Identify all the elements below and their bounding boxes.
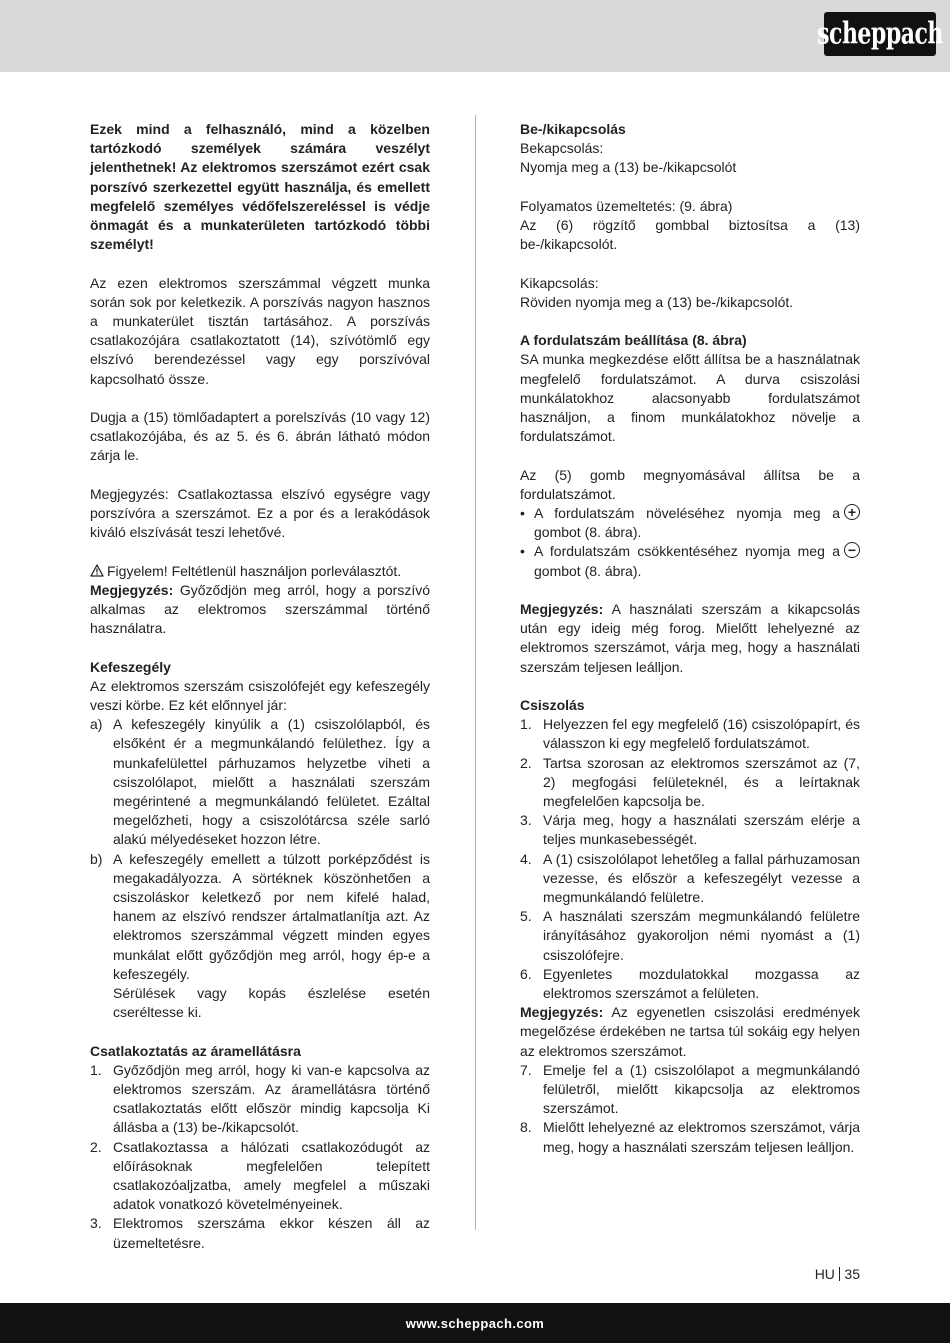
footer-url-link[interactable]: www.scheppach.com	[405, 1315, 545, 1331]
left-column	[90, 120, 430, 1253]
list-text: Győződjön meg arról, hogy ki van-e kapcsolva az elektromos szerszám. Az áramellátásra történő csatlakoztatás előtt először mindig kapcsolja Ki állásba a (13) be-/kikapcsolót.	[113, 1061, 430, 1136]
list-item	[520, 907, 860, 965]
onoff-section-title: Be-/kikapcsolás	[520, 121, 626, 137]
list-marker: 1.	[520, 716, 532, 733]
list-marker: 2.	[90, 1138, 102, 1155]
continuous-operation-label: Folyamatos üzemeltetés: (9. ábra)	[520, 197, 733, 214]
list-text: Mielőtt lehelyezné az elektromos szerszámot, várja meg, hogy a használati szerszám teljesen leálljon.	[543, 1119, 860, 1155]
list-item	[520, 1061, 860, 1119]
list-item	[520, 715, 860, 753]
minus-circle-icon: −	[844, 542, 860, 558]
bullet-text: A fordulatszám csökkentéséhez nyomja meg a gombot (8. ábra).	[534, 543, 840, 579]
plus-circle-icon: +	[844, 504, 860, 520]
speed-paragraph: SA munka megkezdése előtt állítsa be a használatnak megfelelő fordulatszámot. A durva csiszolási munkálatokhoz alacsonyabb fordulatszámot használjon, a finom munkálatokhoz növelje a fordulatszámot.	[520, 351, 860, 445]
list-item	[520, 1118, 860, 1156]
list-marker: 3.	[90, 1215, 102, 1232]
footer-bar	[0, 1303, 950, 1343]
list-text: A (1) csiszolólapot lehetőleg a fallal párhuzamosan vezesse, és először a kefeszegélyt vezesse a megmunkálandó felületre.	[543, 850, 860, 906]
vacuum-suitability-note	[90, 581, 430, 639]
list-item	[520, 811, 860, 849]
list-text: Várja meg, hogy a használati szerszám elérje a teljes munkasebességét.	[543, 812, 860, 848]
header-bar	[0, 0, 950, 72]
speed-button-paragraph: Az (5) gomb megnyomásával állítsa be a fordulatszámot.	[520, 466, 860, 502]
switch-off-text: Röviden nyomja meg a (13) be-/kikapcsolót.	[520, 293, 794, 310]
rundown-note	[520, 600, 860, 677]
switch-off-label: Kikapcsolás:	[520, 274, 599, 291]
list-item	[90, 1061, 430, 1138]
list-text: Egyenletes mozdulatokkal mozgassa az elektromos szerszámot a felületen.	[543, 965, 860, 1002]
list-marker: a)	[90, 716, 103, 733]
vacuum-note-paragraph: Megjegyzés: Csatlakoztassa elszívó egységre vagy porszívóra a szerszámot. Ez a por és a lerakódások kiváló elszívását teszi lehetővé.	[90, 485, 430, 541]
note-label: Megjegyzés:	[520, 1004, 604, 1021]
list-marker: 2.	[520, 754, 532, 771]
list-marker: 4.	[520, 850, 532, 867]
dust-extraction-paragraph: Az ezen elektromos szerszámmal végzett munka során sok por keletkezik. A porszívás nagyon hasznos a munkaterület tisztán tartásához. A porszívás csatlakozójára csatlakoztatott (14), szívótömlő egy elszívó berendezéssel vagy egy porszívóval kapcsolható össze.	[90, 274, 430, 387]
power-section-title: Csatlakoztatás az áramellátásra	[90, 1042, 301, 1059]
list-text: Emelje fel a (1) csiszolólapot a megmunkálandó felületről, mielőtt kikapcsolja az elektromos szerszámot.	[543, 1061, 860, 1117]
right-column	[520, 120, 860, 1157]
list-marker: 8.	[520, 1119, 532, 1136]
speed-section-title: A fordulatszám beállítása (8. ábra)	[520, 332, 747, 349]
hose-adapter-paragraph: Dugja a (15) tömlőadaptert a porelszívás (10 vagy 12) csatlakozójába, és az 5. és 6. ábrán látható módon zárja le.	[90, 409, 430, 464]
page-number	[800, 1266, 860, 1282]
attention-line	[90, 562, 430, 581]
list-text-main: A kefeszegély emellett a túlzott porképződést is megakadályozza. A sörtéknek köszönhetően a csiszoláskor keletkező por nem kifelé halad, hanem az elszívó rendszer ártalmatlanítja azt. Az elektromos szerszámmal végzett minden egyes munkálat előtt győződjön meg arról, hogy ép-e a kefeszegély.	[113, 850, 430, 982]
note-text: A használati szerszám a kikapcsolás után egy ideig még forog. Mielőtt lehelyezné az elektromos szerszámot, várja meg, hogy a használati szerszám teljesen leálljon.	[520, 601, 860, 675]
list-item	[90, 715, 430, 849]
list-text-extra: Sérülések vagy kopás észlelése esetén cseréltesse ki.	[113, 985, 430, 1021]
warning-triangle-icon	[90, 564, 104, 577]
attention-text: Figyelem! Feltétlenül használjon porleválasztót.	[107, 562, 402, 579]
list-text: Elektromos szerszáma ekkor készen áll az üzemeltetésre.	[113, 1215, 430, 1251]
bullet-marker: •	[520, 505, 525, 521]
page-number-value: 35	[844, 1266, 860, 1282]
list-marker: 3.	[520, 812, 532, 829]
note-label: Megjegyzés:	[90, 581, 174, 598]
bullet-item	[520, 542, 860, 580]
list-item	[520, 965, 860, 1003]
list-marker: 5.	[520, 908, 532, 925]
sanding-note	[520, 1003, 860, 1061]
list-item	[90, 850, 430, 1023]
list-marker: b)	[90, 850, 103, 867]
sanding-section-title: Csiszolás	[520, 697, 585, 713]
brush-intro: Az elektromos szerszám csiszolófejét egy kefeszegély veszi körbe. Ez két előnnyel jár:	[90, 677, 430, 714]
list-text: Helyezzen fel egy megfelelő (16) csiszolópapírt, és válasszon ki egy megfelelő fordulatszámot.	[543, 716, 860, 752]
list-marker: 1.	[90, 1061, 102, 1078]
brand-logo[interactable]	[817, 12, 943, 56]
bullet-text: A fordulatszám növeléséhez nyomja meg a gombot (8. ábra).	[534, 505, 840, 541]
list-item	[90, 1138, 430, 1215]
list-item	[90, 1214, 430, 1252]
bullet-marker: •	[520, 543, 525, 560]
list-text: A használati szerszám megmunkálandó felületre irányításához gyakoroljon némi nyomást a (1) csiszolófejre.	[543, 908, 860, 963]
bullet-item	[520, 504, 860, 542]
note-text: Győződjön meg arról, hogy a porszívó alkalmas az elektromos szerszámmal történő használatra.	[90, 581, 430, 637]
continuous-operation-text: Az (6) rögzítő gombbal biztosítsa a (13) be-/kikapcsolót.	[520, 217, 860, 253]
list-text: Csatlakoztassa a hálózati csatlakozódugót az előírásoknak megfelelően telepített csatlakozóaljzatba, amely megfelel a műszaki adatok vonatkozó követelményeinek.	[113, 1138, 430, 1213]
column-divider	[475, 115, 476, 1230]
warning-paragraph: Ezek mind a felhasználó, mind a közelben tartózkodó személyek számára veszélyt jelenthetnek! Az elektromos szerszámot ezért csak porszívó szerkezettel együtt használja, és emellett megfelelő személyes védőfelszereléssel is védje önmagát és a munkaterületen tartózkodó többi személyt!	[90, 121, 430, 253]
page-number-separator	[839, 1267, 841, 1281]
list-text	[113, 850, 430, 1023]
switch-on-text: Nyomja meg a (13) be-/kikapcsolót	[520, 159, 737, 176]
list-item	[520, 754, 860, 812]
switch-on-label: Bekapcsolás:	[520, 140, 604, 157]
note-text: Az egyenetlen csiszolási eredmények megelőzése érdekében ne tartsa túl sokáig egy helyen az elektromos szerszámot.	[520, 1004, 860, 1059]
list-marker: 6.	[520, 965, 532, 982]
list-marker: 7.	[520, 1061, 532, 1078]
brush-section-title: Kefeszegély	[90, 658, 171, 675]
page-language: HU	[814, 1266, 835, 1282]
list-text: A kefeszegély kinyúlik a (1) csiszolólapból, és elsőként ér a megmunkálandó felülethez. Így a munkafelülettel párhuzamos helyzetbe viheti a csiszolólapot, mielőtt a használati szerszám megérintené a megmunkálandó felületet. Ezáltal megelőzheti, hogy a csiszolótárcsa széle sarló alakú mélyedéseket hozzon létre.	[113, 716, 430, 848]
note-label: Megjegyzés:	[520, 601, 604, 617]
list-item	[520, 850, 860, 908]
list-text: Tartsa szorosan az elektromos szerszámot az (7, 2) megfogási felületeknél, és a leírtaknak megfelelően kapcsolja be.	[543, 754, 860, 810]
brand-logo-text: scheppach	[817, 16, 943, 52]
